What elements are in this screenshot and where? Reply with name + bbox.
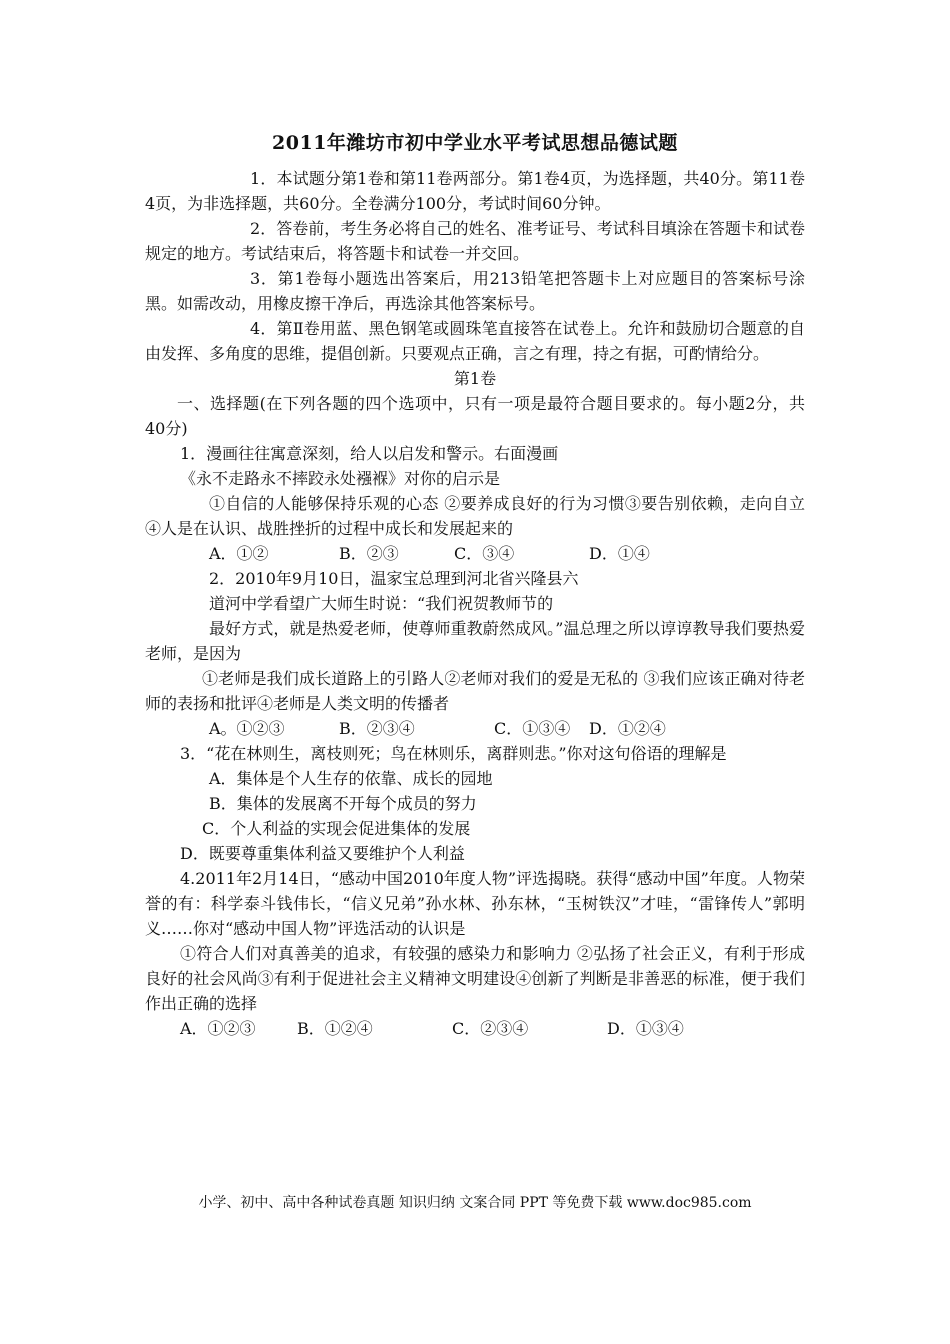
instruction-2: 2．答卷前，考生务必将自己的姓名、准考证号、考试科目填涂在答题卡和试卷规定的地方。考试结束后，将答题卡和试卷一并交回。: [145, 219, 805, 263]
instruction-3: 3．第1卷每小题选出答案后，用213铅笔把答题卡上对应题目的答案标号涂黑。如需改动，用橡皮擦干净后，再选涂其他答案标号。: [145, 269, 805, 313]
q1-line1: 1．漫画往往寓意深刻，给人以启发和警示。右面漫画: [180, 444, 559, 463]
q4-option-b: B．①②④: [297, 1019, 373, 1038]
q2-line1: 2．2010年9月10日，温家宝总理到河北省兴隆县六: [209, 569, 579, 588]
q1-option-a: A．①②: [209, 544, 269, 563]
instruction-1: 1．本试题分第1卷和第11卷两部分。第1卷4页，为选择题，共40分。第11卷4页，为非选择题，共60分。全卷满分100分，考试时间60分钟。: [145, 169, 805, 213]
q1-options: [145, 541, 805, 566]
q2-line2: 道河中学看望广大师生时说：“我们祝贺教师节的: [209, 594, 554, 613]
part-heading: 一、选择题(在下列各题的四个选项中，只有一项是最符合题目要求的。每小题2分，共40分): [145, 394, 805, 438]
q4-option-c: C．②③④: [452, 1019, 529, 1038]
q2-option-a: A。①②③: [209, 719, 285, 738]
q1-line2: 《永不走路永不摔跤永处襁褓》对你的启示是: [180, 469, 501, 488]
exam-content: [145, 166, 805, 1041]
instruction-4: 4．第Ⅱ卷用蓝、黑色钢笔或圆珠笔直接答在试卷上。允许和鼓励切合题意的自由发挥、多角度的思维，提倡创新。只要观点正确，言之有理，持之有据，可酌情给分。: [145, 319, 805, 363]
q3-option-b: B．集体的发展离不开每个成员的努力: [209, 794, 477, 813]
q2-options: [145, 716, 805, 741]
q4-stem: 4.2011年2月14日，“感动中国2010年度人物”评选揭晓。获得“感动中国”年度。人物荣誉的有：科学泰斗钱伟长，“信义兄弟”孙水林、孙东林，“玉树铁汉”才哇，“雷锋传人”郭明义……你对“感动中国人物”评选活动的认识是: [145, 869, 805, 938]
q4-statements: ①符合人们对真善美的追求，有较强的感染力和影响力 ②弘扬了社会正义，有利于形成良好的社会风尚③有利于促进社会主义精神文明建设④创新了判断是非善恶的标准，便于我们作出正确的选择: [145, 944, 805, 1013]
q3-option-c: C．个人利益的实现会促进集体的发展: [202, 819, 471, 838]
q2-line3: 最好方式，就是热爱老师，使尊师重教蔚然成风。”温总理之所以谆谆教导我们要热爱老师，是因为: [145, 619, 805, 663]
q1-option-b: B．②③: [339, 544, 399, 563]
q3-option-d: D．既要尊重集体利益又要维护个人利益: [180, 844, 465, 863]
q2-option-b: B．②③④: [339, 719, 415, 738]
q1-statements: ①自信的人能够保持乐观的心态 ②要养成良好的行为习惯③要告别依赖，走向自立④人是在认识、战胜挫折的过程中成长和发展起来的: [145, 494, 805, 538]
q1-option-c: C．③④: [454, 544, 515, 563]
section-heading: 第1卷: [453, 369, 497, 388]
exam-title: 2011年潍坊市初中学业水平考试思想品德试题: [272, 132, 678, 154]
q2-option-d: D．①②④: [589, 719, 666, 738]
q4-option-d: D．①③④: [607, 1019, 684, 1038]
q1-option-d: D．①④: [589, 544, 650, 563]
q2-statements: ①老师是我们成长道路上的引路人②老师对我们的爱是无私的 ③我们应该正确对待老师的表扬和批评④老师是人类文明的传播者: [145, 669, 805, 713]
q3-stem: 3．“花在林则生，离枝则死；鸟在林则乐，离群则悲。”你对这句俗语的理解是: [180, 744, 727, 763]
q4-options: [145, 1016, 805, 1041]
q4-option-a: A．①②③: [180, 1019, 256, 1038]
q3-option-a: A．集体是个人生存的依靠、成长的园地: [209, 769, 493, 788]
q2-option-c: C．①③④: [494, 719, 571, 738]
footer-text: 小学、初中、高中各种试卷真题 知识归纳 文案合同 PPT 等免费下载 www.doc985.com: [198, 1195, 752, 1211]
